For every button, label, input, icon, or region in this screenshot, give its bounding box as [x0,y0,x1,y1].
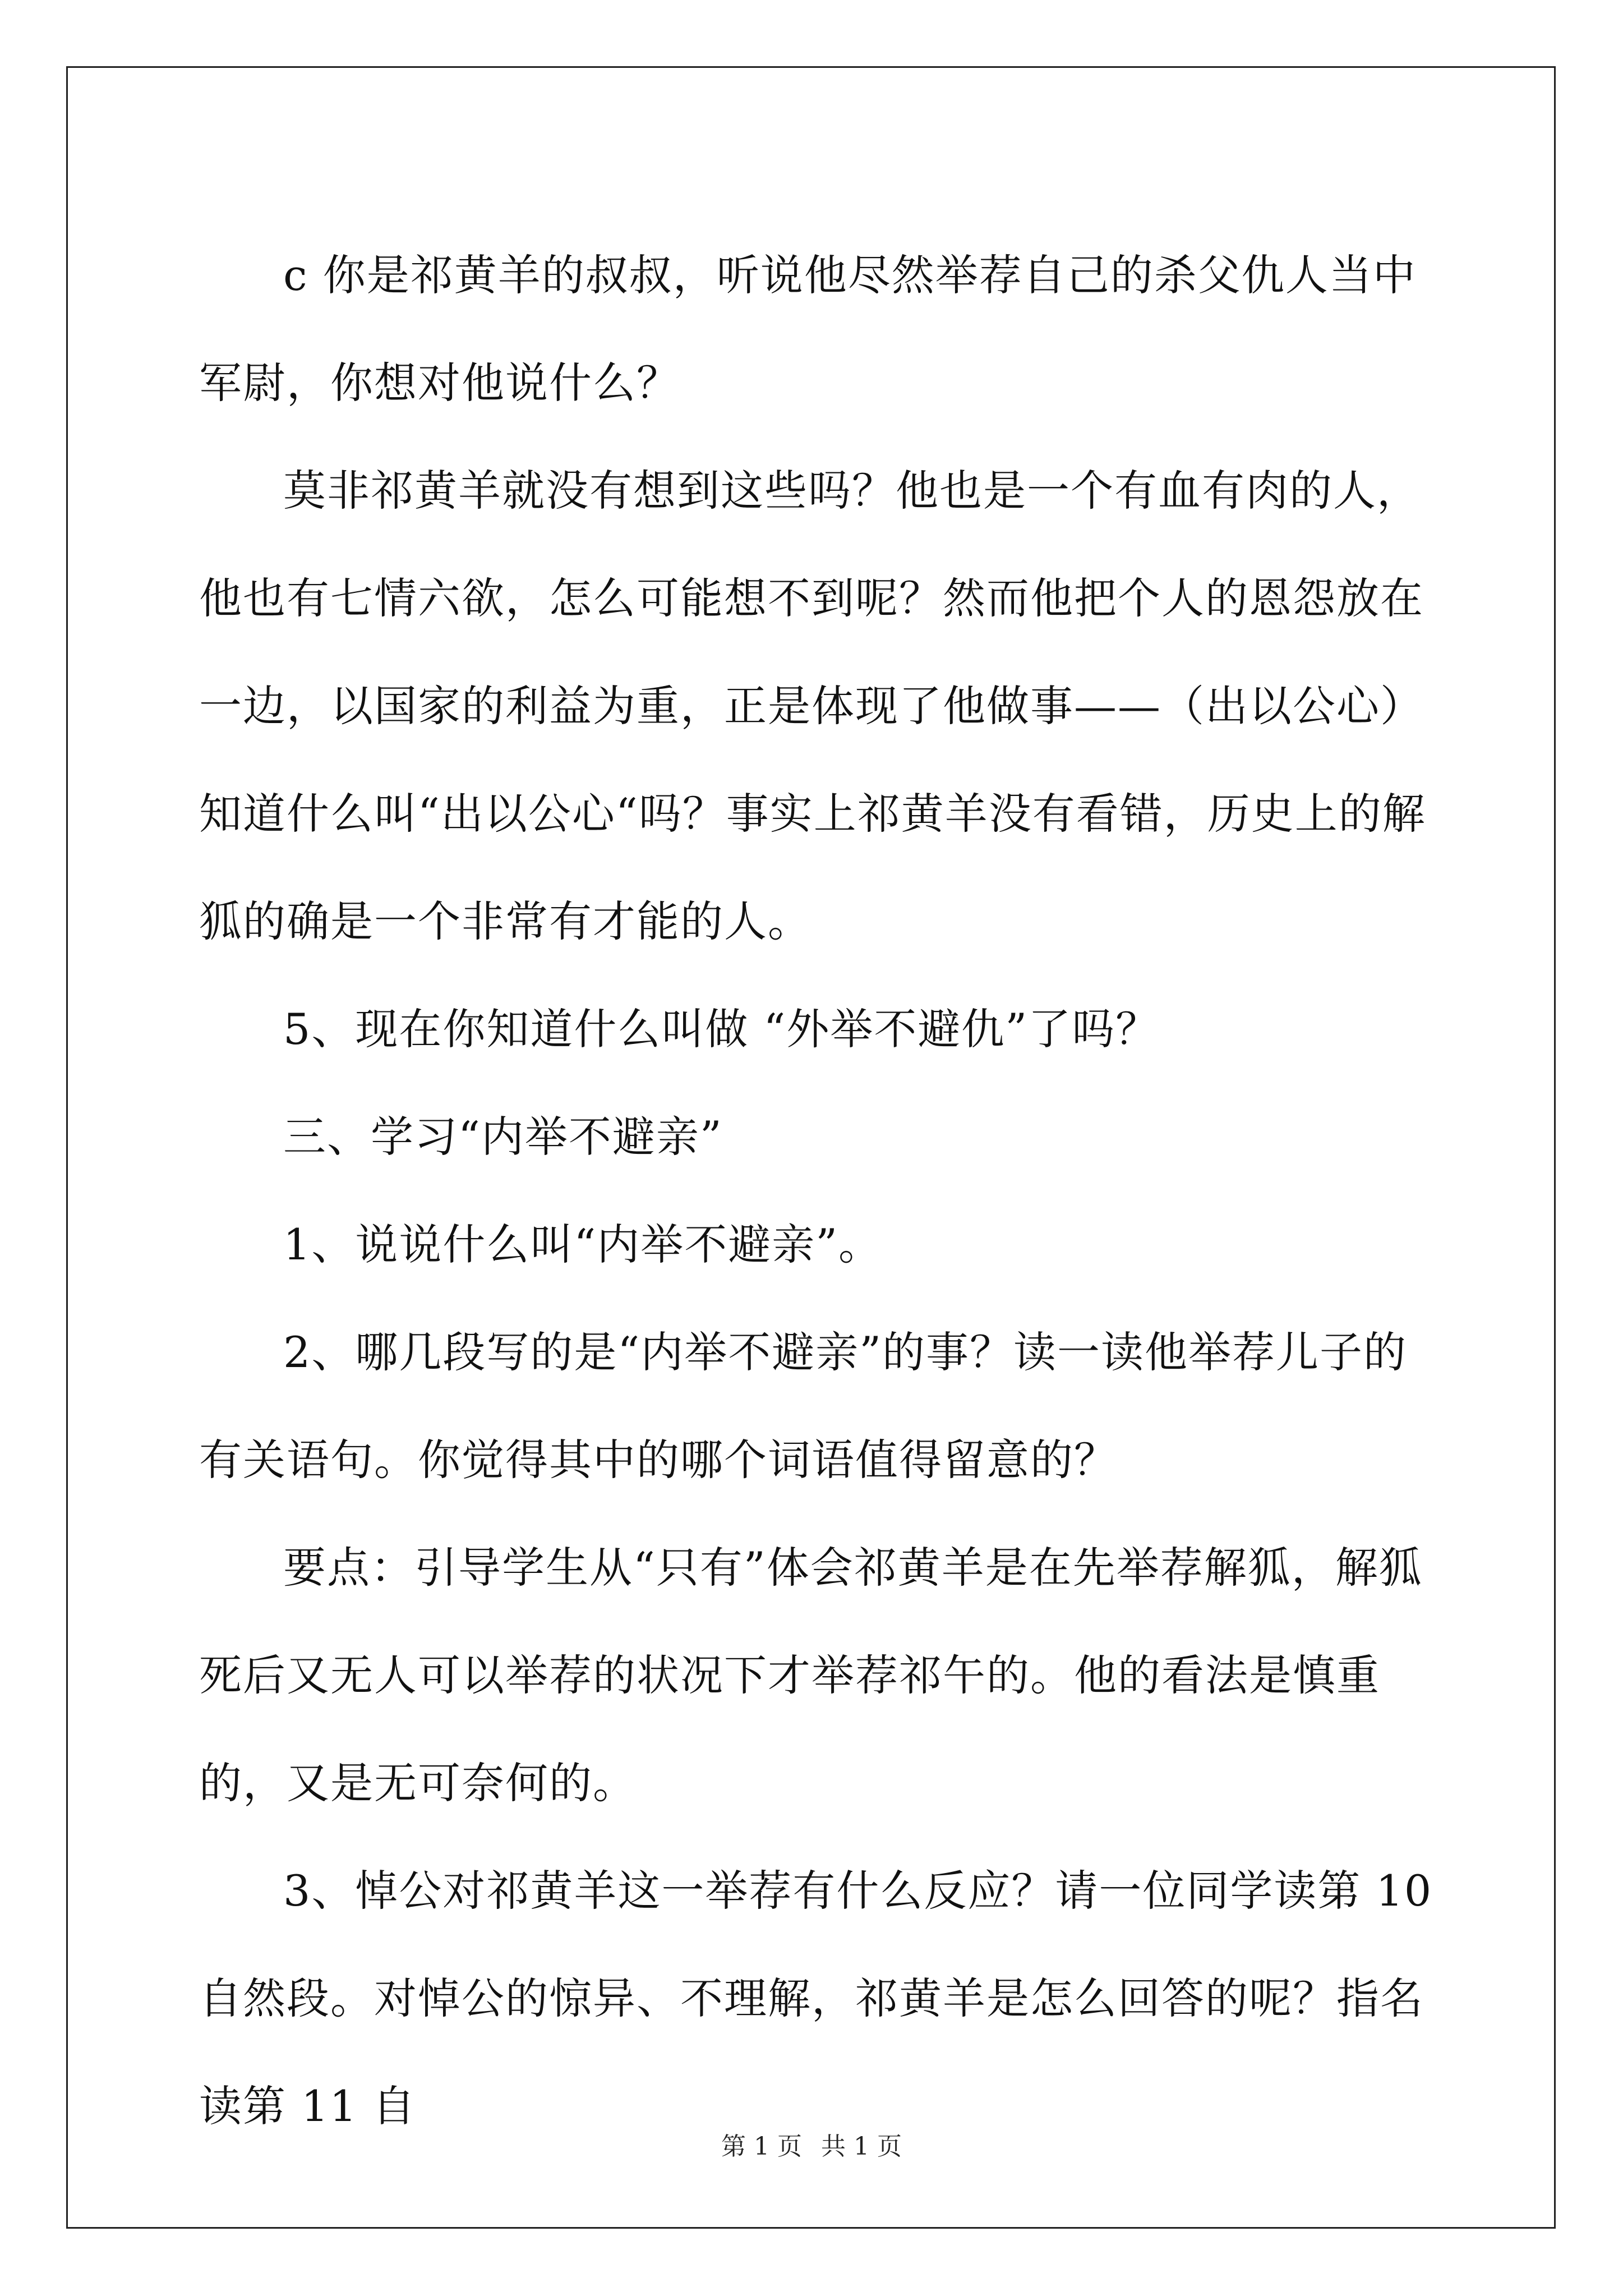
paragraph-6: 要点：引导学生从“只有”体会祁黄羊是在先举荐解狐，解狐死后又无人可以举荐的状况下才举荐祁午的。他的看法是慎重的，又是无可奈何的。 [199,1543,1423,1808]
page-number: 第 1 页 [721,2132,802,2161]
paragraph-4: 1、说说什么叫“内举不避亲”。 [283,1220,883,1269]
paragraph-7: 3、悼公对祁黄羊这一举荐有什么反应？请一位同学读第 10 自然段。对悼公的惊异、不理解，祁黄羊是怎么回答的呢？指名读第 11 自 [199,1866,1433,2131]
section-heading: 三、学习“内举不避亲” [283,1112,723,1162]
page-total: 共 1 页 [821,2132,902,2161]
paragraph-5: 2、哪几段写的是“内举不避亲”的事？读一读他举荐儿子的有关语句。你觉得其中的哪个词语值得留意的？ [199,1327,1408,1485]
document-body [199,222,1438,2160]
paragraph-1: c 你是祁黄羊的叔叔，听说他尽然举荐自己的杀父仇人当中军尉，你想对他说什么？ [199,250,1417,408]
paragraph-2: 莫非祁黄羊就没有想到这些吗？他也是一个有血有肉的人，他也有七情六欲，怎么可能想不到呢？然而他把个人的恩怨放在一边，以国家的利益为重，正是体现了他做事——（出以公心）知道什么叫“出以公心“吗？事实上祁黄羊没有看错，历史上的解狐的确是一个非常有才能的人。 [199,466,1426,946]
page-footer [0,2126,1623,2162]
paragraph-3: 5、现在你知道什么叫做 “外举不避仇”了吗？ [283,1004,1160,1054]
